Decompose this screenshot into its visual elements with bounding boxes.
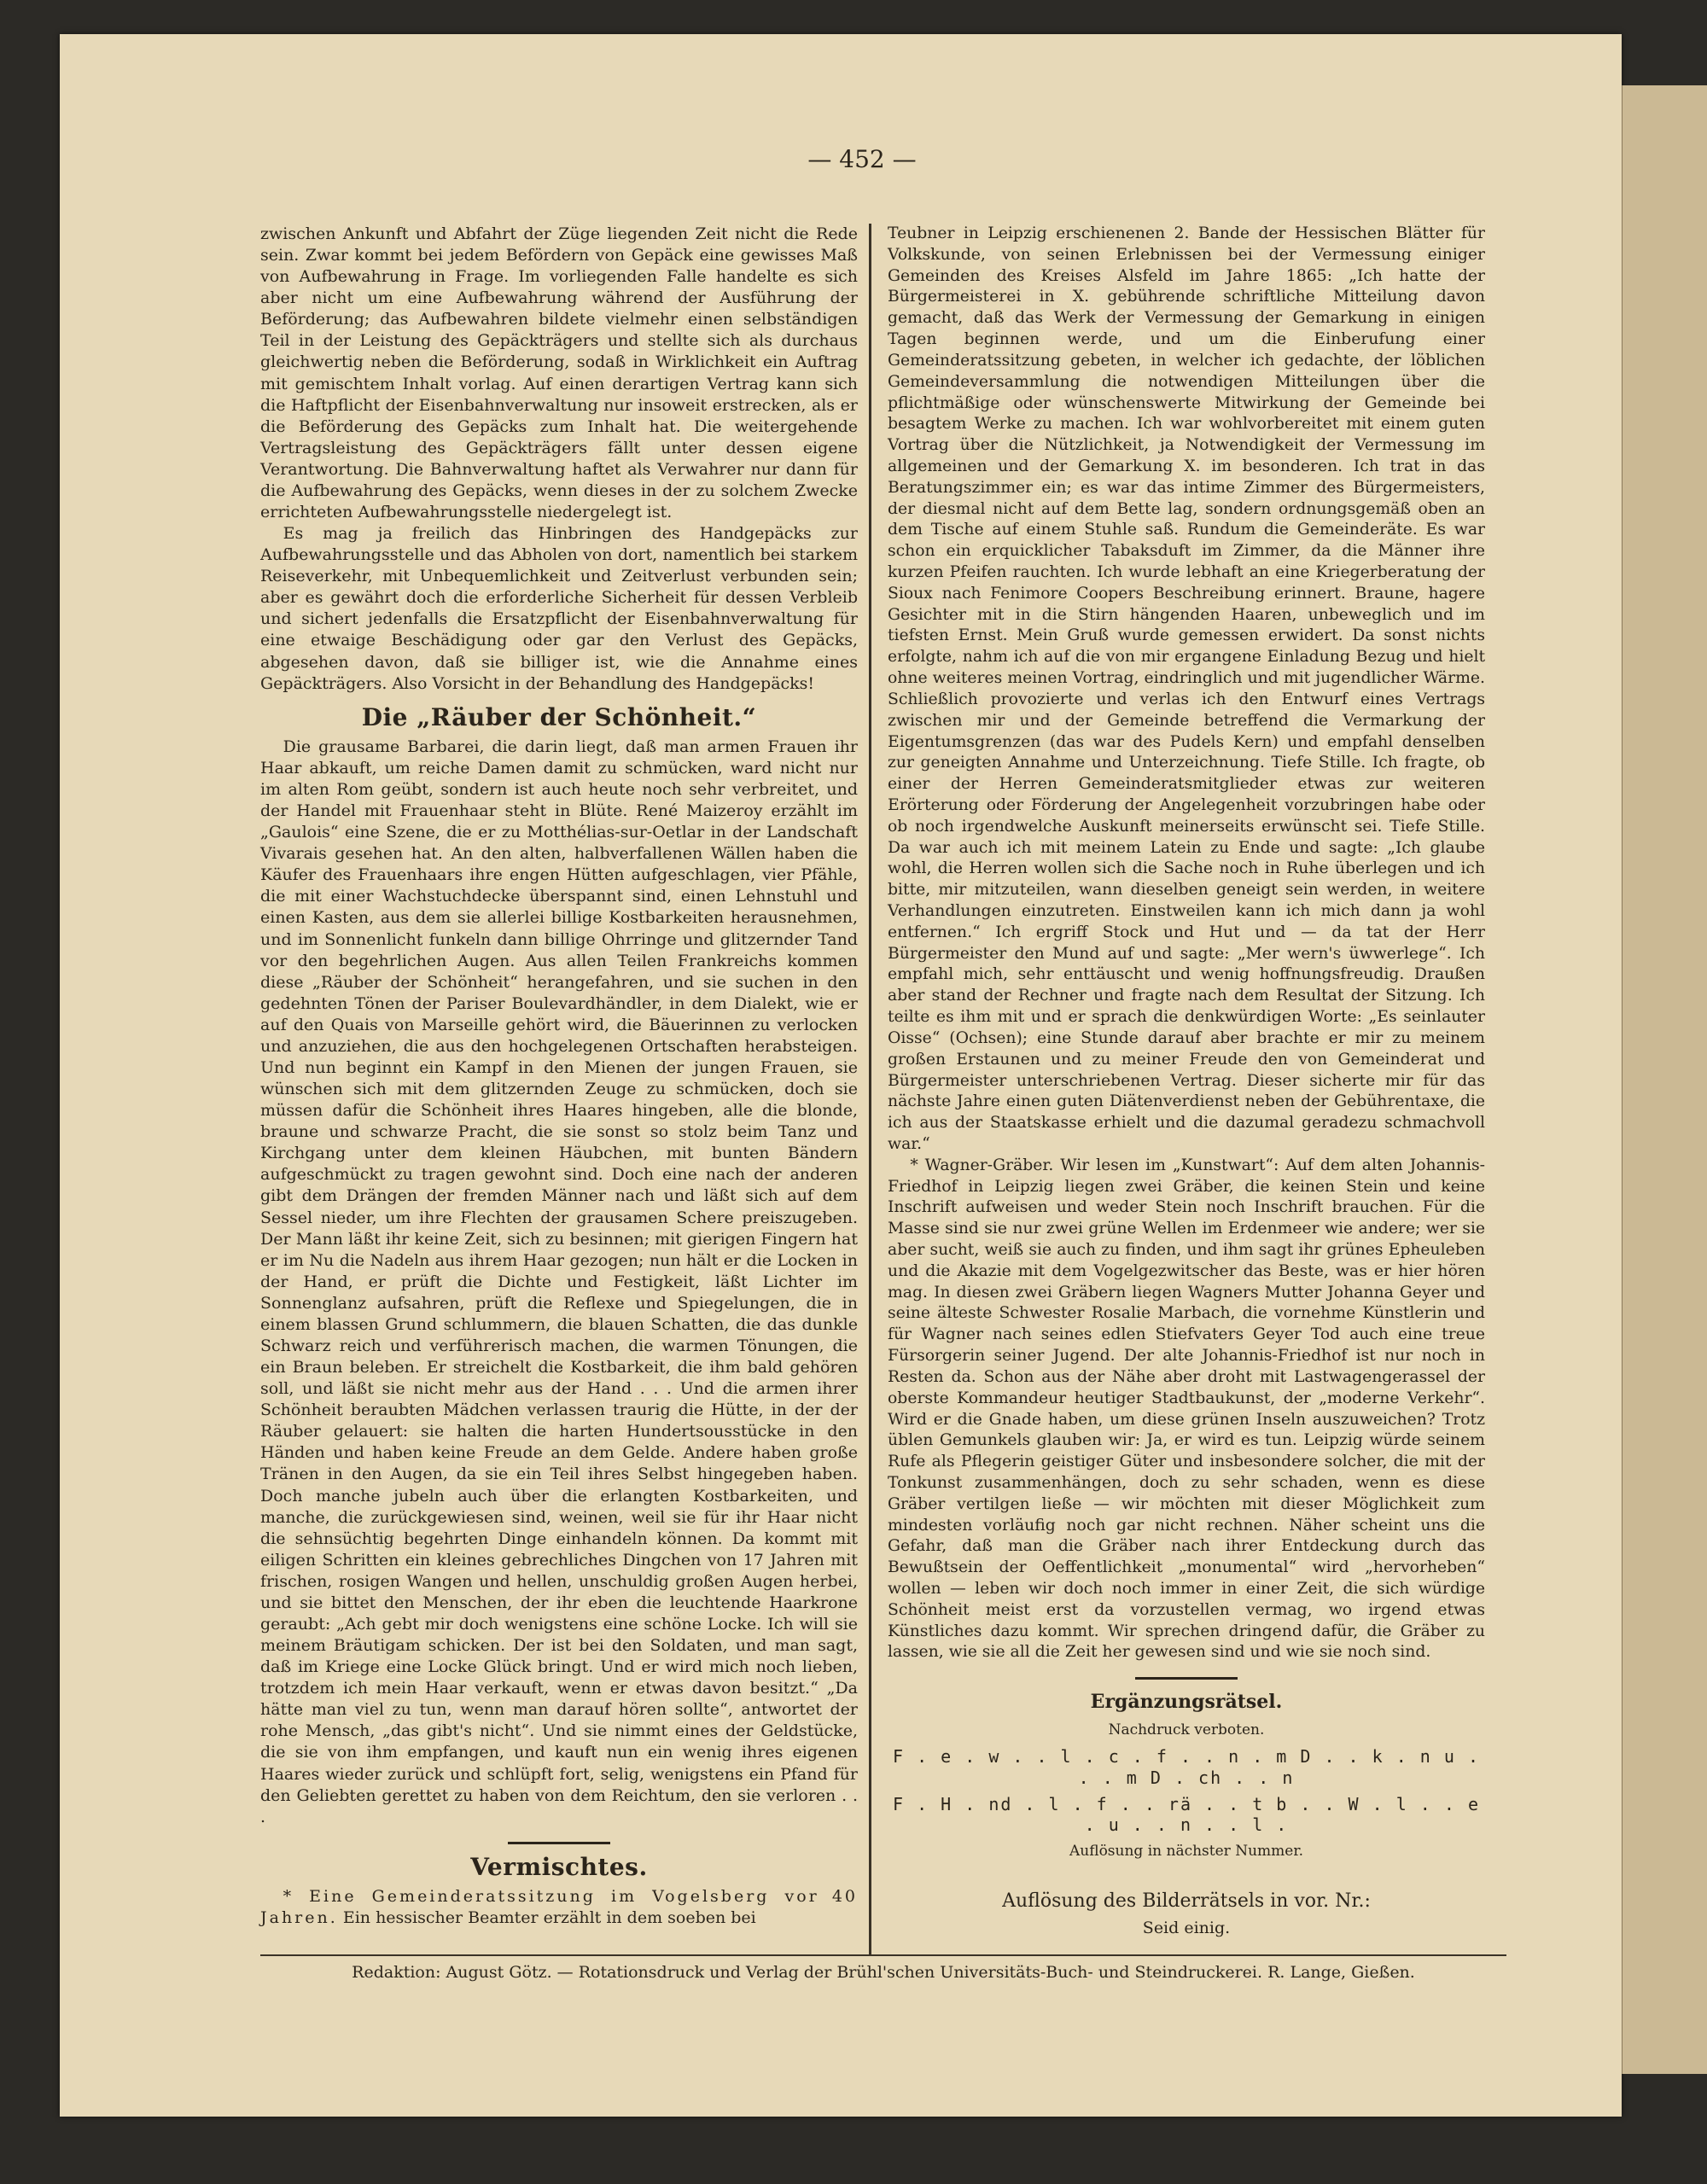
page-number: — 452 — <box>807 145 917 173</box>
adjacent-page-edge <box>1622 85 1707 2074</box>
puzzle-line-1: F . e . w . . l . c . f . . n . m D . . k . n u . . . m D . ch . . n <box>892 1745 1480 1788</box>
right-column <box>888 224 1485 1937</box>
left-column <box>260 224 858 1927</box>
section-heading: Vermischtes. <box>470 1852 648 1881</box>
article-paragraph: Es mag ja freilich das Hinbringen des Handgepäcks zur Aufbewahrungsstelle und das Abholen von dort, namentlich bei starkem Reiseverkehr, mit Unbequemlichkeit und Zeitverlust verbunden sein; aber es gewährt doch die erforderliche Sicherheit für dessen Verbleib und sichert jedenfalls die Ersatzpflicht der Eisenbahnverwaltung für eine etwaige Beschädigung oder gar den Verlust des Gepäcks, abgesehen davon, daß sie billiger ist, wie die Annahme eines Gepäckträgers. Also Vorsicht in der Behandlung des Handgepäcks! <box>260 524 858 693</box>
news-item-title-cont: 40 Jahren. <box>260 1886 858 1927</box>
column-divider <box>869 224 871 1954</box>
news-item-intro <box>260 1886 858 1929</box>
news-item: * Wagner-Gräber. Wir lesen im „Kunstwart“: Auf dem alten Johannis-Friedhof in Leipzig liegen zwei Gräber, die keinen Stein und keine Inschrift aufweisen und weder Stein noch Inschrift brauchen. Für die Masse sind sie nur zwei grüne Wellen im Erdenmeer wie andere; wer sie aber sucht, weiß sie auch zu finden, und ihm sagt ihr grünes Epheuleben und die Akazie mit dem Vogelgezwitscher das Beste, was er hier hören mag. In diesen zwei Gräbern liegen Wagners Mutter Johanna Geyer und seine älteste Schwester Rosalie Marbach, die vornehme Künstlerin und für Wagner nach seines edlen Stiefvaters Geyer Tod auch eine treue Fürsorgerin seiner Jugend. Der alte Johannis-Friedhof ist nur noch in Resten da. Schon aus der Nähe aber droht mit Lastwagengerassel der oberste Kommandeur heutiger Stadtbaukunst, der „moderne Verkehr“. Wird er die Gnade haben, um diese grünen Inseln auszuweichen? Trotz üblen Gemunkels glauben wir: Ja, er wird es tun. Leipzig würde seinem Rufe als Pflegerin geistiger Güter und insbesondere solcher, die mit der Tonkunst zusammenhängen, doch zu sehr schaden, wenn es diese Gräber vertilgen ließe — wir möchten mit dieser Möglichkeit zum mindesten vorläufig noch gar nicht rechnen. Näher scheint uns die Gefahr, daß man die Gräber nach ihrer Entdeckung durch das Bewußtsein der Oeffentlichkeit „monumental“ wird „hervorheben“ wollen — leben wir doch noch immer in einer Zeit, die sich würdige Schönheit meist erst da vorzustellen vermag, wo irgend etwas Künstliches dazu kommt. Wir sprechen dringend dafür, die Gräber zu lassen, wie sie all die Zeit her gewesen sind und wie sie noch sind. <box>888 1156 1485 1662</box>
solution-title: Auflösung des Bilderrätsels in vor. Nr.: <box>1002 1890 1371 1912</box>
solution-text: Seid einig. <box>1142 1918 1231 1937</box>
puzzle-subtitle: Nachdruck verboten. <box>1108 1721 1265 1739</box>
section-divider <box>508 1842 610 1844</box>
news-item-text: Ein hessischer Beamter erzählt in dem soeben bei <box>342 1907 756 1927</box>
section-divider <box>1135 1677 1238 1680</box>
article-heading: Die „Räuber der Schönheit.“ <box>361 702 757 731</box>
footer-divider <box>260 1954 1506 1956</box>
article-continuation: zwischen Ankunft und Abfahrt der Züge liegenden Zeit nicht die Rede sein. Zwar kommt bei jedem Befördern von Gepäck eine gewisses Maß von Aufbewahrung in Frage. Im vorliegenden Falle handelte es sich aber nicht um eine Aufbewahrung während der Ausführung der Beförderung; das Aufbewahren bildete vielmehr einen selbständigen Teil in der Leistung des Gepäckträgers und stellte sich als durchaus gleichwertig neben die Beförderung, sodaß in Wirklichkeit ein Auftrag mit gemischtem Inhalt vorlag. Auf einen derartigen Vertrag kann sich die Haftpflicht der Eisenbahnverwaltung nur insoweit erstrecken, als er die Beförderung des Gepäcks zum Inhalt hat. Die weitergehende Vertragsleistung des Gepäckträgers fällt unter dessen eigene Verantwortung. Die Bahnverwaltung haftet als Verwahrer nur dann für die Aufbewahrung des Gepäcks, wenn dieses in der zu solchem Zwecke errichteten Aufbewahrungsstelle niedergelegt ist. <box>260 224 858 522</box>
article-continuation: Teubner in Leipzig erschienenen 2. Bande der Hessischen Blätter für Volkskunde, von seinen Erlebnissen bei der Vermessung einiger Gemeinden des Kreises Alsfeld im Jahre 1865: „Ich hatte der Bürgermeisterei in X. gebührende schriftliche Mitteilung davon gemacht, daß das Werk der Vermessung der Gemarkung in einigen Tagen beginnen werde, und um die Einberufung einer Gemeinderatssitzung gebeten, in welcher ich gedachte, der löblichen Gemeindeversammlung die notwendigen Mitteilungen über die pflichtmäßige oder wünschenswerte Mitwirkung der Gemeinde bei besagtem Werke zu machen. Ich war wohlvorbereitet mit einem guten Vortrag über die Nützlichkeit, ja Notwendigkeit der Vermessung im allgemeinen und der Gemarkung X. im besonderen. Ich trat in das Beratungszimmer ein; es war das intime Zimmer des Bürgermeisters, der diesmal nicht auf dem Bette lag, sondern ordnungsgemäß oben an dem Tische auf einem Stuhle saß. Rundum die Gemeinderäte. Es war schon ein erquicklicher Tabaksduft im Zimmer, da die Männer ihre kurzen Pfeifen rauchten. Ich wurde lebhaft an eine Kriegerberatung der Sioux nach Fenimore Coopers Beschreibung erinnert. Braune, hagere Gesichter mit in die Stirn hängenden Haaren, unbeweglich und im tiefsten Ernst. Mein Gruß wurde gemessen erwidert. Da sonst nichts erfolgte, nahm ich auf die von mir ergangene Einladung Bezug und hielt ohne weiteres meinen Vortrag, eindringlich und mit jugendlicher Wärme. Schließlich provozierte und verlas ich den Entwurf eines Vertrags zwischen mir und der Gemeinde betreffend die Vermarkung der Eigentumsgrenzen (das war des Pudels Kern) und empfahl denselben zur geneigten Annahme und Unterzeichnung. Tiefe Stille. Ich fragte, ob einer der Herren Gemeinderatsmitglieder etwas zur weiteren Erörterung oder Förderung der Angelegenheit vorzubringen habe oder ob noch irgendwelche Auskunft meinerseits erwünscht sei. Tiefe Stille. Da war auch ich mit meinem Latein zu Ende und sagte: „Ich glaube wohl, die Herren wollen sich die Sache noch in Ruhe überlegen und ich bitte, mir mitzuteilen, wann dieselben geneigt sein werden, in weitere Verhandlungen einzutreten. Einstweilen kann ich mich dann ja wohl entfernen.“ Ich ergriff Stock und Hut und — da tat der Herr Bürgermeister den Mund auf und sagte: „Mer wern's üwwerlege“. Ich empfahl mich, sehr enttäuscht und wenig hoffnungsfreudig. Draußen aber stand der Rechner und fragte nach dem Resultat der Sitzung. Ich teilte es ihm mit und er sprach die denkwürdigen Worte: „Es seinlauter Oisse“ (Ochsen); eine Stunde darauf aber brachte er mir zu meinem großen Erstaunen und zu meiner Freude den von Gemeinderat und Bürgermeister unterschriebenen Vertrag. Dieser sicherte mir für das nächste Jahre einen guten Diätenverdienst neben der Gebührentaxe, die ich aus der Staatskasse erhielt und die dazumal geradezu schmachvoll war.“ <box>888 224 1485 1153</box>
article-paragraph: Die grausame Barbarei, die darin liegt, daß man armen Frauen ihr Haar abkauft, um reiche Damen damit zu schmücken, ward nicht nur im alten Rom geübt, sondern ist auch heute noch sehr verbreitet, und der Handel mit Frauenhaar steht in Blüte. René Maizeroy erzählt im „Gaulois“ eine Szene, die er zu Motthélias-sur-Oetlar in der Landschaft Vivarais gesehen hat. An den alten, halbverfallenen Wällen haben die Käufer des Frauenhaars ihre engen Hütten aufgeschlagen, vier Pfähle, die mit einer Wachstuchdecke überspannt sind, einen Lehnstuhl und einen Kasten, aus dem sie allerlei billige Kostbarkeiten herausnehmen, und im Sonnenlicht funkeln dann billige Ohrringe und glitzernder Tand vor den begehrlichen Augen. Aus allen Teilen Frankreichs kommen diese „Räuber der Schönheit“ herangefahren, und sie suchen in den gedehnten Tönen der Pariser Boulevardhändler, in dem Dialekt, wie er auf den Quais von Marseille gehört wird, die Bäuerinnen zu verlocken und anzuziehen, die aus den hochgelegenen Ortschaften herabsteigen. Und nun beginnt ein Kampf in den Mienen der jungen Frauen, sie wünschen sich mit dem glitzernden Zeuge zu schmücken, doch sie müssen dafür die Schönheit ihres Haares hingeben, alle die blonde, braune und schwarze Pracht, die sie sonst so stolz beim Tanz und Kirchgang unter dem kleinen Häubchen, mit bunten Bändern aufgeschmückt zu tragen gewohnt sind. Doch eine nach der anderen gibt dem Drängen der fremden Männer nach und läßt sich auf dem Sessel nieder, um ihre Flechten der grausamen Schere preiszugeben. Der Mann läßt ihr keine Zeit, sich zu besinnen; mit gierigen Fingern hat er im Nu die Nadeln aus ihrem Haar gezogen; nun hält er die Locken in der Hand, er prüft die Dichte und Festigkeit, läßt Lichter im Sonnenglanz aufsahren, prüft die Reflexe und Spiegelungen, die in einem blassen Grund schlummern, die blauen Schatten, die das dunkle Schwarz reich und verführerisch machen, die warmen Tönungen, die ein Braun beleben. Er streichelt die Kostbarkeit, die ihm bald gehören soll, und läßt sie nicht mehr aus der Hand . . . Und die armen ihrer Schönheit beraubten Mädchen verlassen traurig die Hütte, in der der Räuber gelauert: sie halten die harten Hundertsousstücke in den Händen und haben keine Freude an dem Gelde. Andere haben große Tränen in den Augen, da sie ein Teil ihres Selbst hingegeben haben. Doch manche jubeln auch über die erlangten Kostbarkeiten, und manche, die zurückgewiesen sind, weinen, weil sie für ihr Haar nicht die sehnsüchtig begehrten Dinge einhandeln können. Da kommt mit eiligen Schritten ein kleines gebrechliches Dingchen von 17 Jahren mit frischen, rosigen Wangen und hellen, unschuldig großen Augen herbei, und sie bittet den Menschen, der ihr eben die leuchtende Haarkrone geraubt: „Ach gebt mir doch wenigstens eine schöne Locke. Ich will sie meinem Bräutigam schicken. Der ist bei den Soldaten, und man sagt, daß im Kriege eine Locke Glück bringt. Und er wird mich noch lieben, trotzdem ich mein Haar verkauft, wenn er etwas davon besitzt.“ „Da hätte man viel zu tun, wenn man darauf hören sollte“, antwortet der rohe Mensch, „das gibt's nicht“. Und sie nimmt eines der Geldstücke, die sie von ihm empfangen, und kauft nun ein wenig ihres eigenen Haares wieder zurück und schlüpft fort, selig, wenigstens ein Pfand für den Geliebten gerettet zu haben von dem Reichtum, den sie verloren . . . <box>260 737 858 1826</box>
news-item-title: * Eine Gemeinderatssitzung im Vogelsberg vor <box>283 1886 819 1906</box>
imprint-footer: Redaktion: August Götz. — Rotationsdruck und Verlag der Brühl'schen Universitäts-Buch- und Steindruckerei. R. Lange, Gießen. <box>352 1963 1415 1982</box>
puzzle-line-2: F . H . nd . l . f . . rä . . t b . . W . l . . e . u . . n . . l . <box>892 1793 1480 1836</box>
puzzle-note: Auflösung in nächster Nummer. <box>1069 1843 1303 1861</box>
puzzle-title: Ergänzungsrätsel. <box>1090 1691 1283 1714</box>
